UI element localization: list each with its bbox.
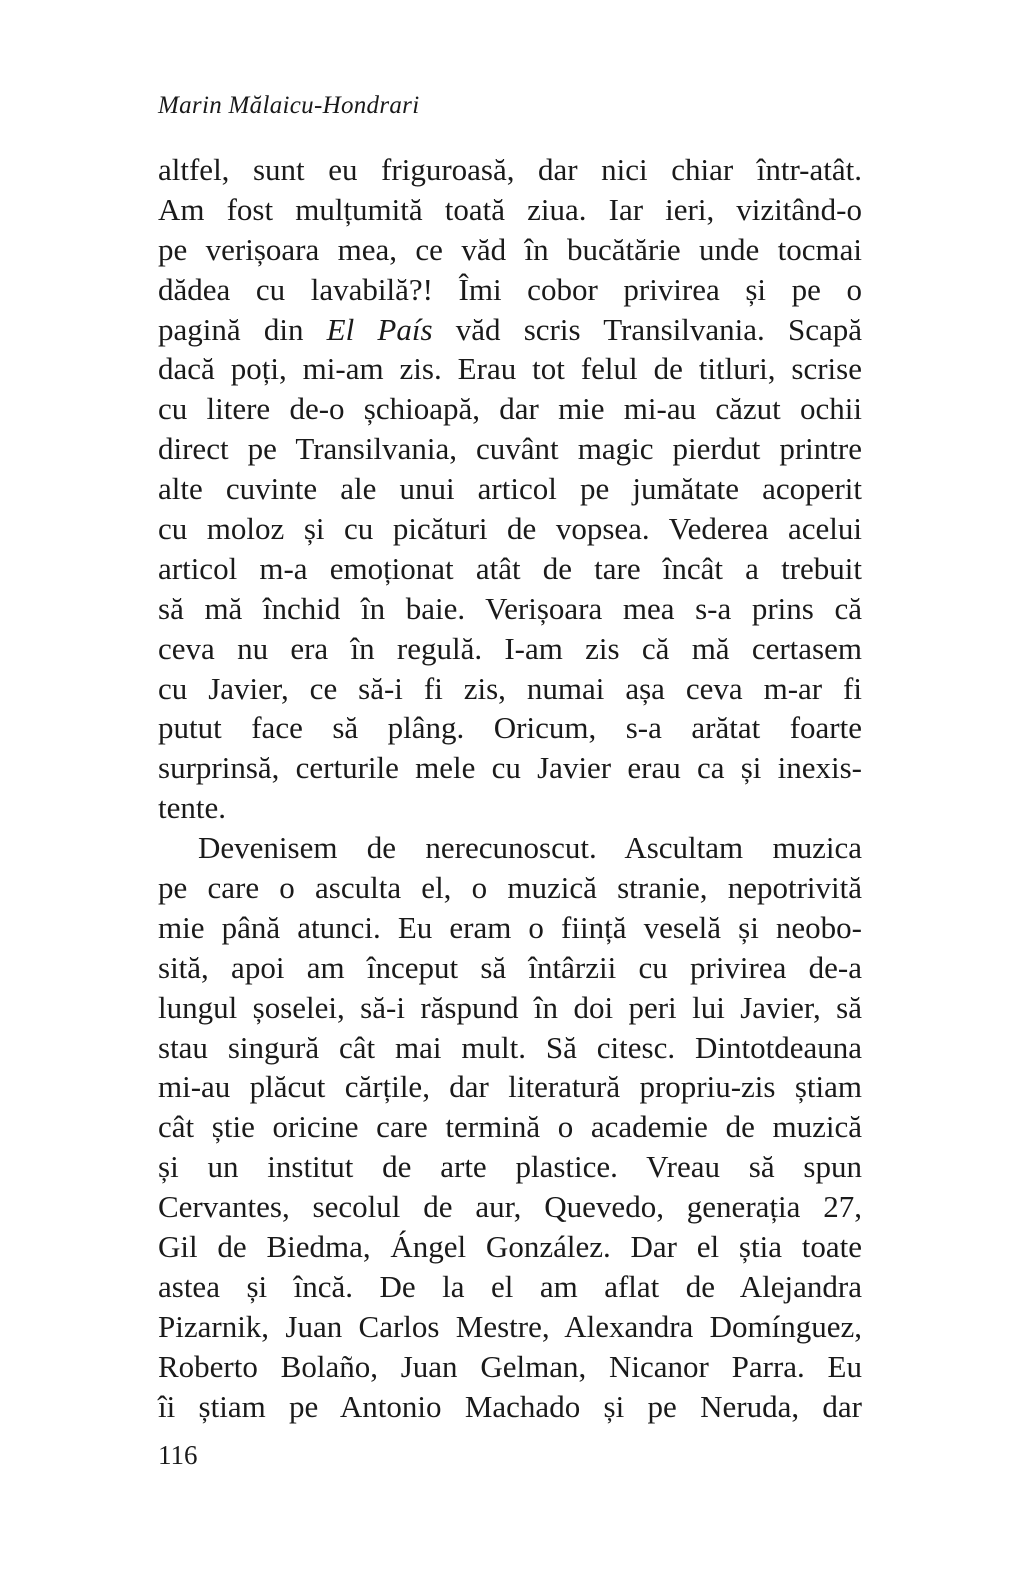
text-line: Pizarnik, Juan Carlos Mestre, Alexandra Domínguez, bbox=[158, 1308, 862, 1344]
text-line: pe care o asculta el, o muzică stranie, nepotrivită bbox=[158, 870, 862, 906]
text-line: altfel, sunt eu friguroasă, dar nici chiar într-atât. bbox=[158, 152, 862, 187]
text-line: îi știam pe Antonio Machado și pe Neruda, dar bbox=[158, 1388, 862, 1424]
text-line: cu moloz și cu picături de vopsea. Vederea acelui bbox=[158, 511, 862, 547]
text-line: pe verișoara mea, ce văd în bucătărie unde tocmai bbox=[158, 231, 862, 267]
text-line: putut face să plâng. Oricum, s-a arătat foarte bbox=[158, 710, 862, 746]
text-line: mi-au plăcut cărțile, dar literatură propriu-zis știam bbox=[158, 1069, 862, 1105]
text-line: Cervantes, secolul de aur, Quevedo, generația 27, bbox=[158, 1189, 862, 1225]
text-line: stau singură cât mai mult. Să citesc. Dintotdeauna bbox=[158, 1029, 862, 1065]
text-line: ceva nu era în regulă. I-am zis că mă certasem bbox=[158, 630, 862, 666]
text-line: sită, apoi am început să întârzii cu privirea de-a bbox=[158, 949, 862, 985]
running-head-author: Marin Mălaicu-Hondrari bbox=[158, 92, 420, 119]
text-line: surprinsă, certurile mele cu Javier erau ca și inexis- bbox=[158, 750, 862, 786]
text-line: alte cuvinte ale unui articol pe jumătate acoperit bbox=[158, 471, 862, 507]
newspaper-title: El País bbox=[326, 311, 433, 347]
text-segment: pagină din bbox=[158, 311, 304, 347]
paragraph-2 bbox=[158, 828, 862, 1426]
text-line: direct pe Transilvania, cuvânt magic pierdut printre bbox=[158, 431, 862, 467]
text-line: Gil de Biedma, Ángel González. Dar el știa toate bbox=[158, 1229, 862, 1265]
text-line: cât știe oricine care termină o academie de muzică bbox=[158, 1109, 862, 1145]
text-line: mie până atunci. Eu eram o ființă veselă și neobo- bbox=[158, 909, 862, 945]
text-line: cu litere de-o șchioapă, dar mie mi-au căzut ochii bbox=[158, 391, 862, 427]
paragraph-1 bbox=[158, 150, 862, 828]
text-line: dacă poți, mi-am zis. Erau tot felul de titluri, scrise bbox=[158, 351, 862, 387]
text-line: Am fost mulțumită toată ziua. Iar ieri, vizitând-o bbox=[158, 191, 862, 227]
body-text bbox=[158, 150, 862, 1427]
page-number: 116 bbox=[158, 1440, 198, 1470]
text-line: astea și încă. De la el am aflat de Alejandra bbox=[158, 1268, 862, 1304]
text-line: Devenisem de nerecunoscut. Ascultam muzica bbox=[198, 830, 862, 866]
text-segment: văd scris Transilvania. Scapă bbox=[455, 311, 863, 347]
text-line: lungul șoselei, să-i răspund în doi peri lui Javier, să bbox=[158, 989, 862, 1025]
text-line-with-title bbox=[158, 310, 862, 350]
text-line: Roberto Bolaño, Juan Gelman, Nicanor Parra. Eu bbox=[158, 1348, 862, 1384]
text-line: tente. bbox=[158, 790, 226, 826]
text-line: articol m-a emoționat atât de tare încât a trebuit bbox=[158, 550, 862, 586]
text-line: cu Javier, ce să-i fi zis, numai așa ceva m-ar fi bbox=[158, 670, 862, 706]
text-line: dădea cu lavabilă?! Îmi cobor privirea și pe o bbox=[158, 271, 862, 307]
text-line: să mă închid în baie. Verișoara mea s-a prins că bbox=[158, 590, 862, 626]
text-line: și un institut de arte plastice. Vreau să spun bbox=[158, 1149, 862, 1185]
